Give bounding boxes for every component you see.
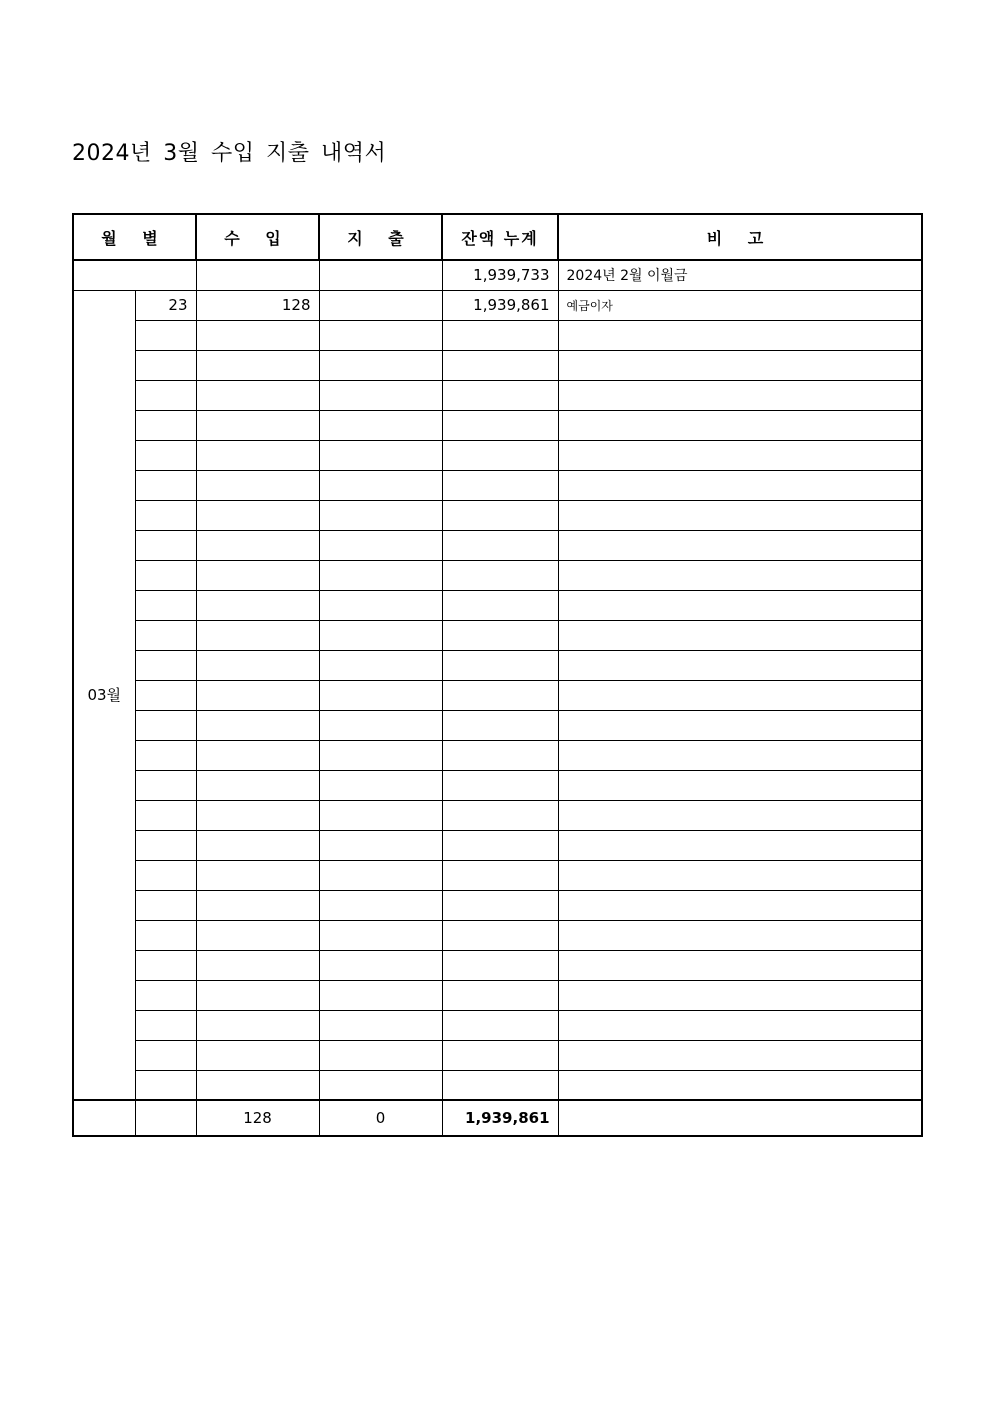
row-expense xyxy=(319,440,442,470)
row-balance xyxy=(442,320,558,350)
row-expense xyxy=(319,800,442,830)
row-income xyxy=(196,320,319,350)
row-income xyxy=(196,1010,319,1040)
row-note xyxy=(558,860,922,890)
row-day xyxy=(135,440,196,470)
header-note: 비 고 xyxy=(558,214,922,260)
row-day xyxy=(135,890,196,920)
row-income xyxy=(196,560,319,590)
row-expense xyxy=(319,590,442,620)
row-note xyxy=(558,530,922,560)
row-balance xyxy=(442,350,558,380)
row-expense xyxy=(319,980,442,1010)
row-expense xyxy=(319,890,442,920)
row-balance xyxy=(442,500,558,530)
row-income xyxy=(196,650,319,680)
row-balance xyxy=(442,530,558,560)
row-income xyxy=(196,470,319,500)
row-day xyxy=(135,380,196,410)
row-day xyxy=(135,620,196,650)
table-row xyxy=(73,830,922,860)
row-income xyxy=(196,410,319,440)
row-day xyxy=(135,650,196,680)
row-note xyxy=(558,740,922,770)
header-expense: 지 출 xyxy=(319,214,442,260)
row-income xyxy=(196,380,319,410)
row-expense xyxy=(319,560,442,590)
table-row xyxy=(73,1070,922,1100)
table-row xyxy=(73,530,922,560)
row-expense xyxy=(319,710,442,740)
table-row xyxy=(73,920,922,950)
table-row xyxy=(73,590,922,620)
header-balance: 잔액 누계 xyxy=(442,214,558,260)
row-income xyxy=(196,440,319,470)
table-row xyxy=(73,770,922,800)
row-note xyxy=(558,1070,922,1100)
row-note xyxy=(558,710,922,740)
totals-month-cell xyxy=(73,1100,135,1136)
row-note xyxy=(558,620,922,650)
carry-over-row xyxy=(73,260,922,290)
row-day xyxy=(135,350,196,380)
row-expense xyxy=(319,410,442,440)
row-expense xyxy=(319,290,442,320)
row-expense xyxy=(319,620,442,650)
row-income xyxy=(196,830,319,860)
carry-over-month-cell xyxy=(73,260,196,290)
row-balance xyxy=(442,410,558,440)
row-note xyxy=(558,830,922,860)
row-note xyxy=(558,770,922,800)
table-row xyxy=(73,860,922,890)
row-day xyxy=(135,1040,196,1070)
row-note xyxy=(558,320,922,350)
row-note xyxy=(558,650,922,680)
row-income xyxy=(196,620,319,650)
table-row xyxy=(73,740,922,770)
row-note xyxy=(558,890,922,920)
row-day xyxy=(135,1010,196,1040)
row-note xyxy=(558,560,922,590)
row-balance xyxy=(442,1040,558,1070)
table-row xyxy=(73,680,922,710)
row-balance xyxy=(442,710,558,740)
table-row xyxy=(73,800,922,830)
row-expense xyxy=(319,830,442,860)
totals-note-cell xyxy=(558,1100,922,1136)
row-balance xyxy=(442,470,558,500)
row-income xyxy=(196,1040,319,1070)
header-month: 월 별 xyxy=(73,214,196,260)
total-expense: 0 xyxy=(319,1100,442,1136)
table-row xyxy=(73,500,922,530)
row-expense xyxy=(319,860,442,890)
table-row xyxy=(73,890,922,920)
row-income xyxy=(196,920,319,950)
row-expense xyxy=(319,650,442,680)
table-row xyxy=(73,1010,922,1040)
row-expense xyxy=(319,950,442,980)
row-expense xyxy=(319,320,442,350)
row-note xyxy=(558,920,922,950)
row-income: 128 xyxy=(196,290,319,320)
total-balance: 1,939,861 xyxy=(442,1100,558,1136)
row-income xyxy=(196,950,319,980)
row-expense xyxy=(319,470,442,500)
row-note xyxy=(558,500,922,530)
row-expense xyxy=(319,350,442,380)
table-row xyxy=(73,710,922,740)
row-day xyxy=(135,770,196,800)
document-title: 2024년 3월 수입 지출 내역서 xyxy=(72,141,387,166)
row-day xyxy=(135,530,196,560)
row-day xyxy=(135,740,196,770)
table-row xyxy=(73,1040,922,1070)
table-row xyxy=(73,440,922,470)
table-row xyxy=(73,560,922,590)
row-income xyxy=(196,860,319,890)
row-day xyxy=(135,590,196,620)
row-income xyxy=(196,680,319,710)
row-day xyxy=(135,320,196,350)
row-balance: 1,939,861 xyxy=(442,290,558,320)
row-expense xyxy=(319,740,442,770)
row-expense xyxy=(319,680,442,710)
row-expense xyxy=(319,1040,442,1070)
row-balance xyxy=(442,740,558,770)
row-income xyxy=(196,590,319,620)
row-balance xyxy=(442,800,558,830)
row-balance xyxy=(442,590,558,620)
row-day: 23 xyxy=(135,290,196,320)
carry-over-balance: 1,939,733 xyxy=(442,260,558,290)
row-note xyxy=(558,800,922,830)
row-note xyxy=(558,1010,922,1040)
row-day xyxy=(135,710,196,740)
row-expense xyxy=(319,380,442,410)
row-balance xyxy=(442,950,558,980)
row-balance xyxy=(442,860,558,890)
row-day xyxy=(135,950,196,980)
carry-over-expense-cell xyxy=(319,260,442,290)
row-note xyxy=(558,380,922,410)
table-row xyxy=(73,620,922,650)
row-income xyxy=(196,1070,319,1100)
row-day xyxy=(135,980,196,1010)
row-note xyxy=(558,950,922,980)
row-note xyxy=(558,680,922,710)
row-note xyxy=(558,980,922,1010)
row-balance xyxy=(442,680,558,710)
carry-over-note: 2024년 2월 이월금 xyxy=(558,260,922,290)
table-row xyxy=(73,290,922,320)
row-income xyxy=(196,740,319,770)
table-row xyxy=(73,650,922,680)
row-day xyxy=(135,860,196,890)
row-day xyxy=(135,680,196,710)
row-income xyxy=(196,800,319,830)
row-balance xyxy=(442,890,558,920)
row-income xyxy=(196,890,319,920)
row-balance xyxy=(442,560,558,590)
totals-row xyxy=(73,1100,922,1136)
row-expense xyxy=(319,500,442,530)
row-balance xyxy=(442,830,558,860)
row-balance xyxy=(442,620,558,650)
row-day xyxy=(135,410,196,440)
month-label: 03월 xyxy=(73,290,135,1100)
row-day xyxy=(135,800,196,830)
row-note: 예금이자 xyxy=(558,290,922,320)
row-day xyxy=(135,500,196,530)
row-note xyxy=(558,440,922,470)
row-expense xyxy=(319,1070,442,1100)
row-expense xyxy=(319,920,442,950)
row-balance xyxy=(442,980,558,1010)
header-row xyxy=(73,214,922,260)
row-note xyxy=(558,410,922,440)
table-row xyxy=(73,380,922,410)
row-balance xyxy=(442,380,558,410)
row-balance xyxy=(442,770,558,800)
row-income xyxy=(196,500,319,530)
row-income xyxy=(196,980,319,1010)
table-row xyxy=(73,950,922,980)
carry-over-income-cell xyxy=(196,260,319,290)
row-day xyxy=(135,920,196,950)
table-row xyxy=(73,410,922,440)
row-balance xyxy=(442,440,558,470)
row-day xyxy=(135,560,196,590)
row-day xyxy=(135,470,196,500)
row-expense xyxy=(319,770,442,800)
row-income xyxy=(196,710,319,740)
row-income xyxy=(196,530,319,560)
row-note xyxy=(558,590,922,620)
ledger-table xyxy=(72,213,923,1137)
total-income: 128 xyxy=(196,1100,319,1136)
row-note xyxy=(558,350,922,380)
row-note xyxy=(558,1040,922,1070)
table-row xyxy=(73,980,922,1010)
table-row xyxy=(73,350,922,380)
row-balance xyxy=(442,920,558,950)
row-balance xyxy=(442,1070,558,1100)
table-row xyxy=(73,320,922,350)
header-income: 수 입 xyxy=(196,214,319,260)
row-note xyxy=(558,470,922,500)
row-income xyxy=(196,770,319,800)
row-income xyxy=(196,350,319,380)
row-day xyxy=(135,830,196,860)
row-day xyxy=(135,1070,196,1100)
table-row xyxy=(73,470,922,500)
row-expense xyxy=(319,530,442,560)
row-balance xyxy=(442,1010,558,1040)
row-expense xyxy=(319,1010,442,1040)
row-balance xyxy=(442,650,558,680)
totals-day-cell xyxy=(135,1100,196,1136)
